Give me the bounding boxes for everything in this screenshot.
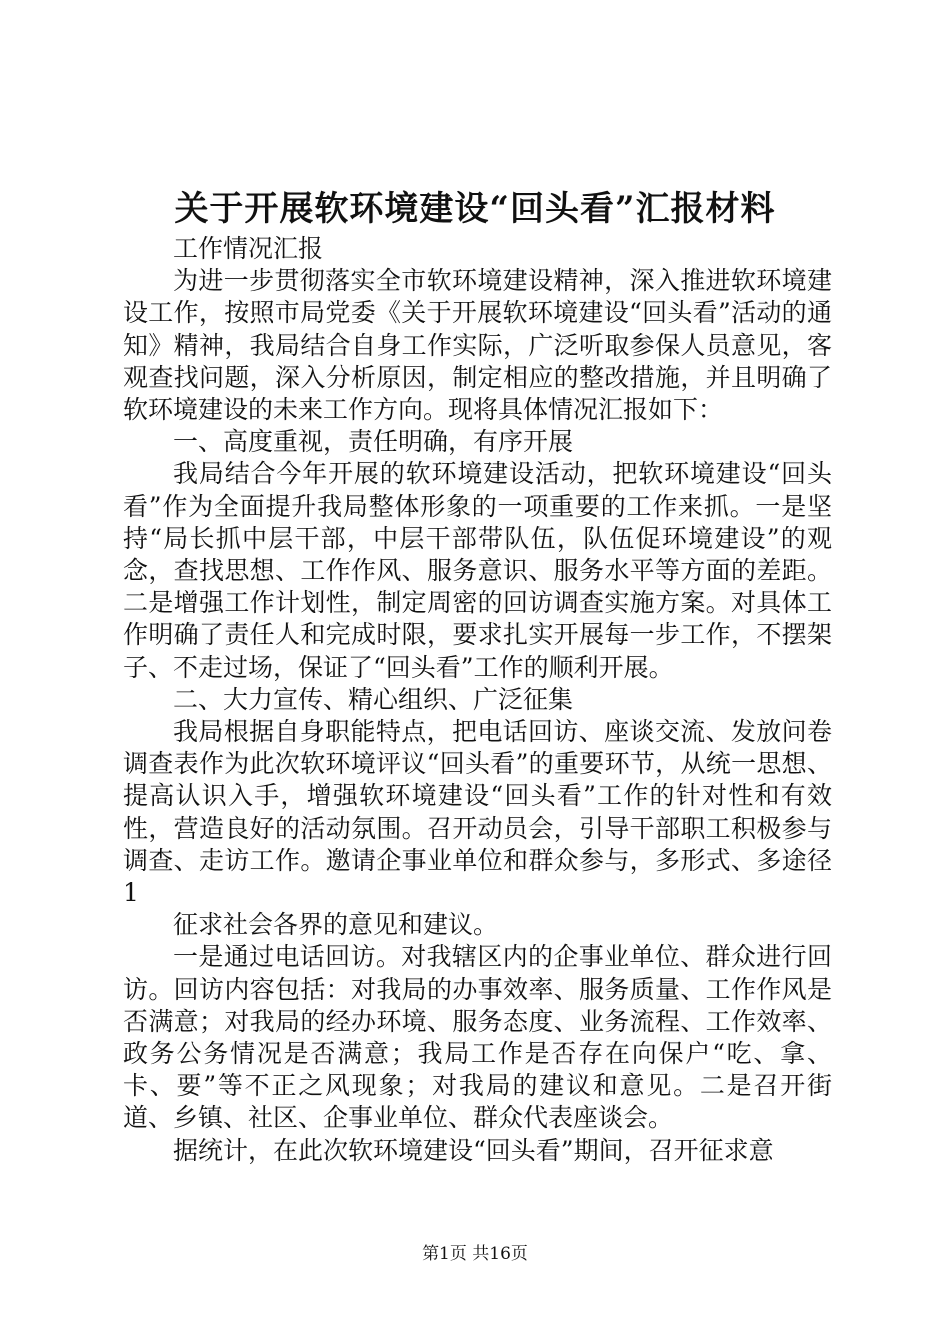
paragraph-phone-visits: 一是通过电话回访。对我辖区内的企事业单位、群众进行回访。回访内容包括：对我局的办事效率、服务质量、工作作风是否满意；对我局的经办环境、服务态度、业务流程、工作效率、政务公务情况是否满意；我局工作是否存在向保户“吃、拿、卡、要”等不正之风现象；对我局的建议和意见。二是召开街道、乡镇、社区、企事业单位、群众代表座谈会。: [123, 942, 832, 1133]
paragraph-continuation: 征求社会各界的意见和建议。: [173, 910, 499, 940]
document-title: 关于开展软环境建设“回头看”汇报材料: [174, 189, 776, 229]
document-body: [123, 233, 832, 1167]
section-heading-2: 二、大力宣传、精心组织、广泛征集: [173, 684, 574, 714]
paragraph-section-1: 我局结合今年开展的软环境建设活动，把软环境建设“回头看”作为全面提升我局整体形象的一项重要的工作来抓。一是坚持“局长抓中层干部，中层干部带队伍，队伍促环境建设”的观念，查找思想、工作作风、服务意识、服务水平等方面的差距。二是增强工作计划性，制定周密的回访调查实施方案。对具体工作明确了责任人和完成时限，要求扎实开展每一步工作，不摆架子、不走过场，保证了“回头看”工作的顺利开展。: [123, 459, 832, 682]
section-heading-1: 一、高度重视，责任明确，有序开展: [173, 427, 574, 457]
paragraph-intro: 为进一步贯彻落实全市软环境建设精神，深入推进软环境建设工作，按照市局党委《关于开展软环境建设“回头看”活动的通知》精神，我局结合自身工作实际，广泛听取参保人员意见，客观查找问题，深入分析原因，制定相应的整改措施，并且明确了软环境建设的未来工作方向。现将具体情况汇报如下：: [123, 266, 832, 425]
paragraph-subheading: 工作情况汇报: [173, 234, 324, 263]
page-footer: 第1页 共16页: [422, 1244, 528, 1264]
paragraph-statistics: 据统计，在此次软环境建设“回头看”期间，召开征求意: [173, 1135, 774, 1165]
paragraph-section-2: 我局根据自身职能特点，把电话回访、座谈交流、发放问卷调查表作为此次软环境评议“回头看”的重要环节，从统一思想、提高认识入手，增强软环境建设“回头看”工作的针对性和有效性，营造良好的活动氛围。召开动员会，引导干部职工积极参与调查、走访工作。邀请企事业单位和群众参与，多形式、多途径1: [123, 717, 832, 908]
